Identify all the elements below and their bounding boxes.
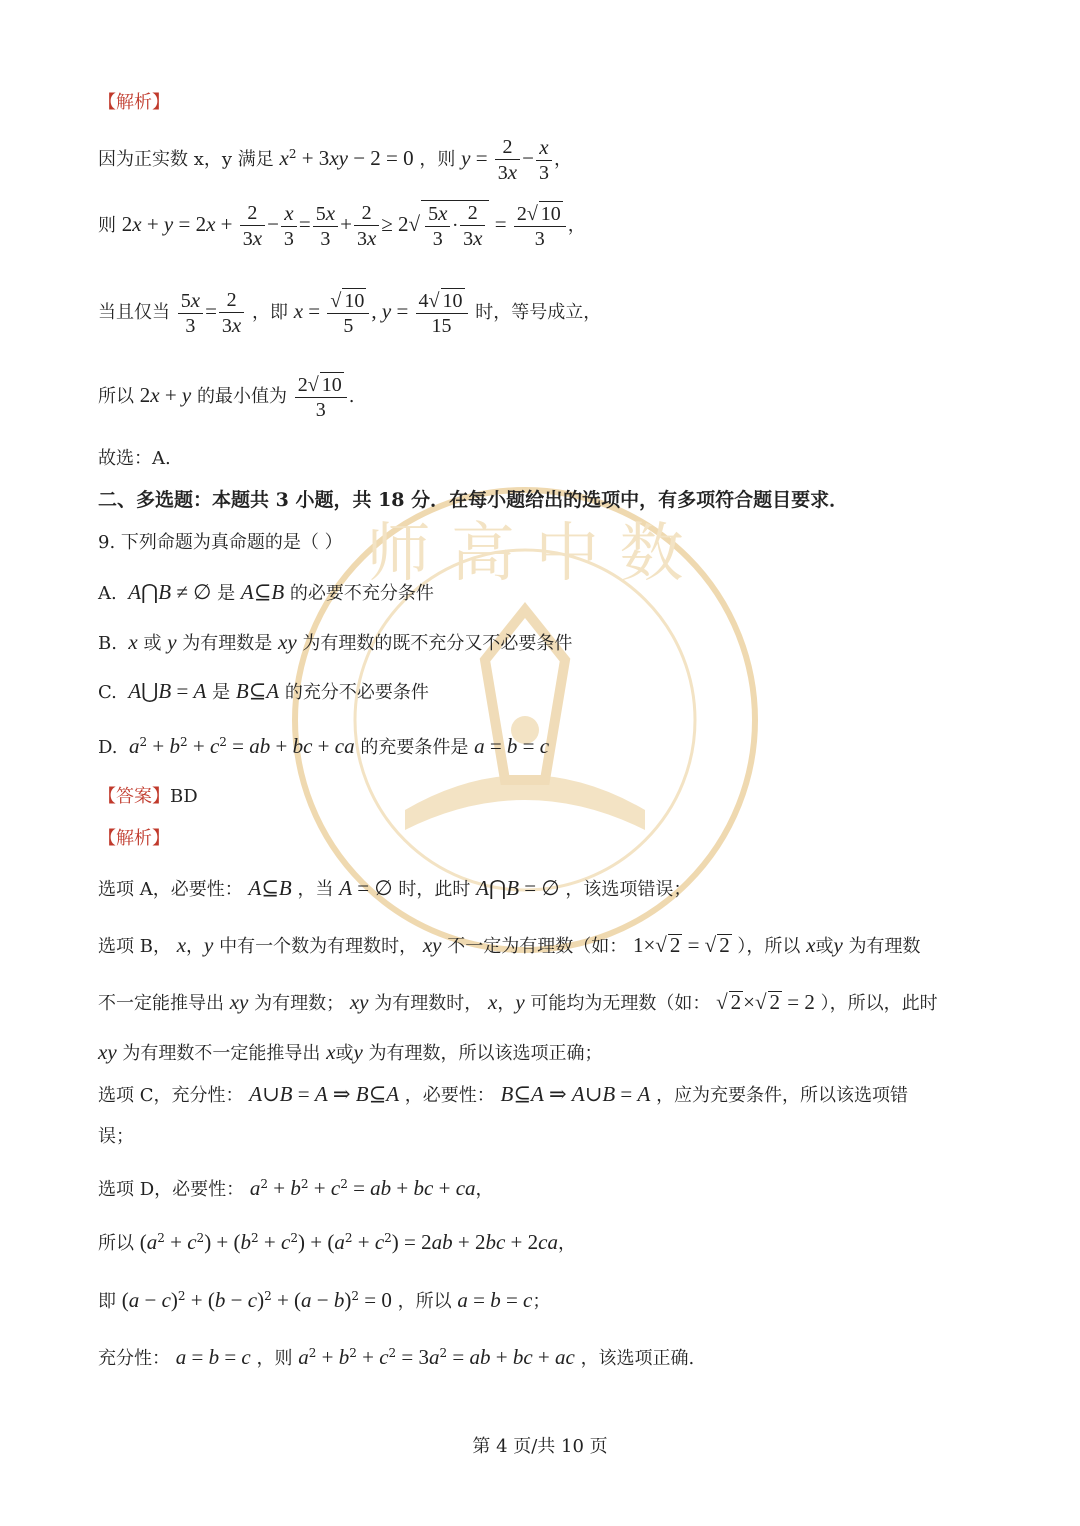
text: 选项 C，充分性： [98, 1085, 244, 1106]
formula: √ 2×√ 2 = 2 [716, 990, 815, 1014]
formula-min: $\frac{2√ 10}{3}$ . [293, 386, 355, 407]
page-footer: 第 4 页/共 10 页 [472, 1436, 608, 1457]
formula: a = b = c [474, 734, 550, 758]
solution-d-line-1 [98, 1178, 494, 1199]
text: 的充分不必要条件 [284, 682, 429, 703]
text: 选项 B， [98, 936, 171, 957]
text: 为有理数 [848, 936, 921, 957]
formula-values: x = $\frac{√ 10}{5}$ , y = $\frac{4√ 10}{15}$ [294, 302, 470, 323]
answer-value: BD [170, 786, 198, 807]
text: 或 [143, 633, 162, 654]
option-label: B. [98, 633, 117, 654]
svg-text:师 高 中 数: 师 高 中 数 [366, 517, 684, 591]
text: 不一定为有理数（如： [447, 936, 628, 957]
option-label: A. [98, 583, 117, 604]
text: 可能均为无理数（如： [530, 993, 711, 1014]
formula-y: y = $\frac{2}{3x}$ − $\frac{x}{3}$ ， [461, 135, 572, 184]
text: ，即 [251, 302, 288, 323]
formula: $a^2 + b^2 + c^2$ = ab + bc + ca， [249, 1176, 494, 1200]
solution-b-line-1: 选项 B， x，y 中有一个数为有理数时， xy 不一定为有理数（如： 1×√ 2 = √ 2 ），所以 x或y 为有理数 [98, 933, 921, 957]
option-label: D. [98, 737, 118, 758]
formula: $(a^2 + c^2) + (b^2 + c^2) + (a^2 + c^2) = 2ab + 2bc + 2ca$， [139, 1230, 576, 1254]
solution-line-2 [98, 200, 586, 251]
text: 时，此时 [398, 879, 471, 900]
text: 充分性： [98, 1348, 170, 1369]
formula: a = b = c； [457, 1288, 551, 1312]
text: 因为正实数 x，y 满足 [98, 149, 274, 170]
solution-a [98, 878, 691, 899]
choice-line: 故选：A. [98, 448, 171, 469]
text: 为有理数，所以该选项正确； [368, 1043, 603, 1064]
formula-equality: $\frac{5x}{3}$ = $\frac{2}{3x}$ [176, 302, 247, 323]
formula: A⋃B = A [128, 679, 207, 703]
text: 即 [98, 1291, 116, 1312]
formula: A⊆B [248, 876, 292, 900]
text: ，则 [256, 1348, 293, 1369]
text: 为有理数不一定能推导出 [122, 1043, 321, 1064]
text: ，必要性： [404, 1085, 495, 1106]
text: ），所以，此时 [820, 993, 938, 1014]
text: 选项 D，必要性： [98, 1179, 245, 1200]
solution-line-4 [98, 372, 354, 422]
text: ，所以 [397, 1291, 452, 1312]
text: 当且仅当 [98, 302, 170, 323]
formula: B⊆A ⇒ A∪B = A [500, 1082, 651, 1106]
solution-line-3 [98, 288, 601, 338]
formula: A⊆B [240, 580, 285, 604]
formula: A∪B = A ⇒ B⊆A [249, 1082, 400, 1106]
formula: B⊆A [235, 679, 280, 703]
option-a [98, 582, 434, 603]
option-b: B. x 或 y 为有理数是 xy 为有理数的既不充分又不必要条件 [98, 630, 573, 654]
text: 所以 [98, 1233, 134, 1254]
text: ，该选项正确. [580, 1348, 695, 1369]
formula: $a^2 + b^2 + c^2 = 3a^2$ = ab + bc + ac [298, 1345, 575, 1369]
formula: A⋂B ≠ ∅ [128, 580, 212, 604]
solution-d-line-2 [98, 1232, 576, 1253]
text: 为有理数； [254, 993, 345, 1014]
analysis-heading-2: 【解析】 [98, 828, 170, 849]
solution-d-line-4 [98, 1347, 694, 1368]
option-c [98, 681, 429, 702]
text: 的最小值为 [196, 386, 287, 407]
answer-line [98, 788, 198, 806]
text: 中有一个数为有理数时， [219, 936, 418, 957]
option-label: C. [98, 682, 117, 703]
answer-label: 【答案】 [98, 786, 170, 807]
text: 为有理数的既不充分又不必要条件 [302, 633, 573, 654]
text: 则 [98, 215, 116, 236]
solution-c-line-2: 误； [98, 1126, 134, 1147]
text: ，则 [419, 149, 456, 170]
text: 时，等号成立， [475, 302, 602, 323]
formula: A⋂B = ∅ [476, 876, 560, 900]
text: 是 [212, 682, 231, 703]
formula-inequality: 2x + y = 2x + $\frac{2}{3x}$ − $\frac{x}{3}$ = $\frac{5x}{3}$ + $\frac{2}{3x}$ ≥ 2√ $\frac{5x}{3}$ · $\frac{2}{3x}$ = $\frac{2√ 10}{3}$ ， [121, 201, 586, 250]
formula: A = ∅ [339, 876, 393, 900]
formula-constraint: $x^2 + 3xy - 2 = 0$ [279, 146, 414, 170]
text: 所以 [98, 386, 134, 407]
formula-expr: 2x + y [139, 383, 192, 407]
solution-b-line-2: 不一定能推导出 xy 为有理数； xy 为有理数时， x，y 可能均为无理数（如： √ 2×√ 2 = 2 ），所以，此时 [98, 990, 938, 1014]
text: 为有理数时， [374, 993, 483, 1014]
formula: $a^2 + b^2 + c^2$ = ab + bc + ca [128, 734, 355, 758]
option-d [98, 736, 549, 757]
text: 的充要条件是 [360, 737, 469, 758]
text: ），所以 [737, 936, 801, 957]
text: 的必要不充分条件 [289, 583, 434, 604]
solution-line-1 [98, 135, 572, 185]
text: 是 [217, 583, 236, 604]
text: ，该选项错误； [565, 879, 692, 900]
section-heading: 二、多选题：本题共 3 小题，共 18 分．在每小题给出的选项中，有多项符合题目要求． [98, 489, 849, 511]
formula: $(a - c)^2 + (b - c)^2 + (a - b)^2 = 0$ [121, 1288, 392, 1312]
question-9-stem: 9. 下列命题为真命题的是（ ） [98, 532, 343, 553]
text: ，应为充要条件，所以该选项错 [656, 1085, 909, 1106]
solution-d-line-3 [98, 1290, 550, 1311]
solution-b-line-3: xy 为有理数不一定能推导出 x或y 为有理数，所以该选项正确； [98, 1040, 603, 1064]
text: 为有理数是 [182, 633, 273, 654]
text: ，当 [297, 879, 334, 900]
formula: 1×√ 2 = √ 2 [632, 933, 730, 957]
text: 不一定能推导出 [98, 993, 224, 1014]
solution-c-line-1 [98, 1084, 908, 1105]
formula: a = b = c [175, 1345, 251, 1369]
analysis-heading-1: 【解析】 [98, 92, 170, 113]
text: 选项 A，必要性： [98, 879, 243, 900]
